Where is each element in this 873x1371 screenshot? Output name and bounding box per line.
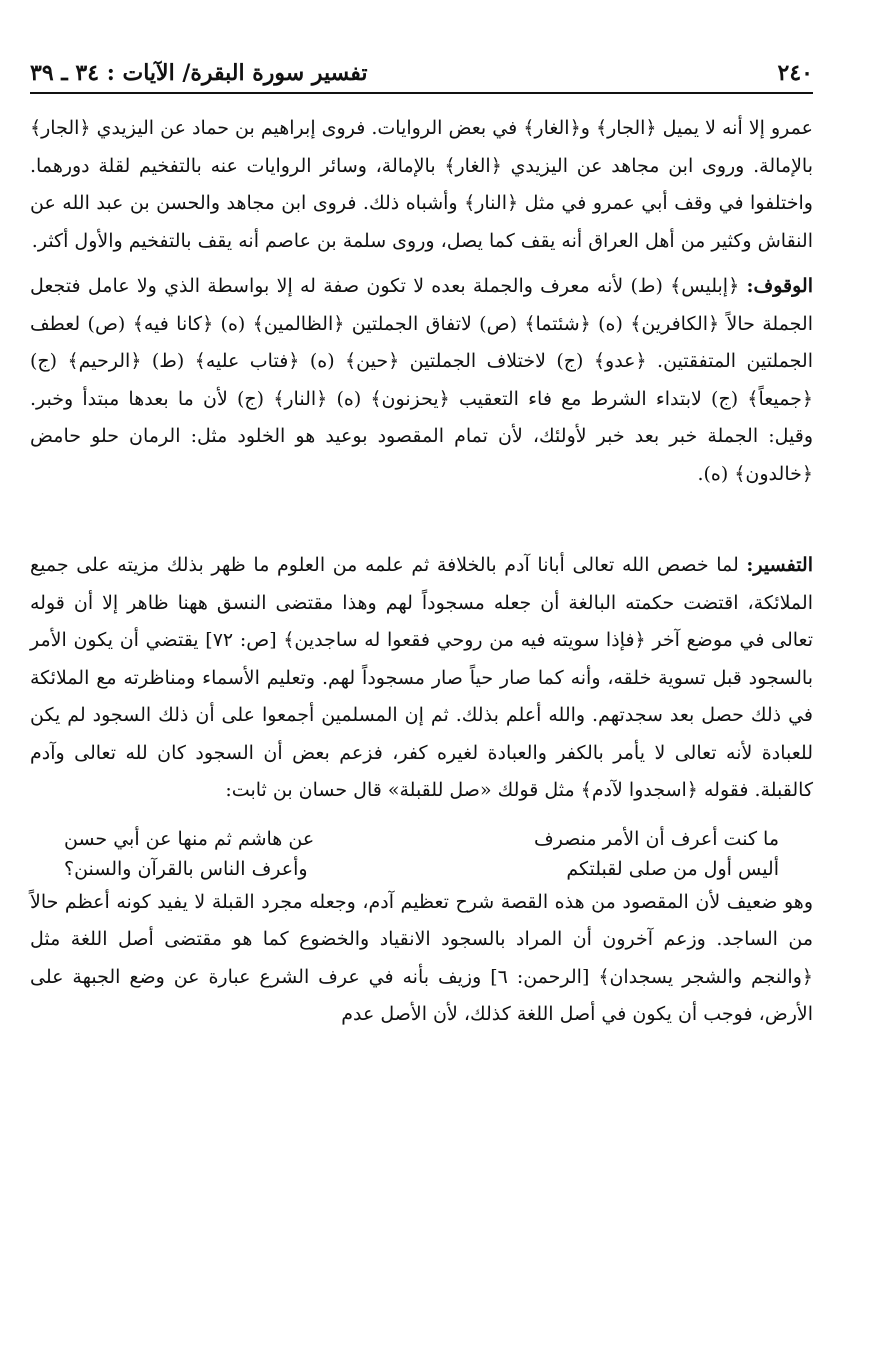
qiraat-paragraph: [30, 110, 813, 260]
header-rule: [30, 92, 813, 94]
page-number: ٢٤٠: [777, 60, 813, 86]
poem-verse-2: [64, 854, 779, 884]
verse-1-first-hemistich: ما كنت أعرف أن الأمر منصرف: [534, 827, 779, 850]
page-body: [30, 110, 813, 1034]
poem-verse-1: [64, 824, 779, 854]
verse-2-first-hemistich: أليس أول من صلى لقبلتكم: [566, 857, 779, 880]
tafsir-heading: التفسير:: [746, 554, 813, 576]
book-page: [30, 0, 813, 1371]
page-header: [30, 56, 813, 90]
running-title: تفسير سورة البقرة/ الآيات : ٣٤ ـ ٣٩: [30, 60, 368, 86]
after-poem-paragraph: [30, 884, 813, 1034]
poem-block: [64, 824, 779, 884]
verse-2-second-hemistich: وأعرف الناس بالقرآن والسنن؟: [64, 857, 308, 880]
verse-1-second-hemistich: عن هاشم ثم منها عن أبي حسن: [64, 827, 315, 850]
wuquf-heading: الوقوف:: [746, 275, 813, 297]
wuquf-paragraph: [30, 268, 813, 493]
tafsir-text: لما خصص الله تعالى أبانا آدم بالخلافة ثم علمه من العلوم ما ظهر بذلك مزيته على جميع الملائكة، اقتضت حكمته البالغة أن جعله مسجوداً لهم وهذا مقتضى النسق ههنا ظاهر إلا أن قوله تعالى في موضع آخر ﴿فإذا سويته فيه من روحي فقعوا له ساجدين﴾ [ص: ٧٢] يقتضي أن يكون الأمر بالسجود قبل تسوية خلقه، وأنه كما صار حياً صار مسجوداً لهم. وتعليم الأسماء ومناظرته مع الملائكة في ذلك حصل بعد سجدتهم. والله أعلم بذلك. ثم إن المسلمين أجمعوا على أن ذلك السجود لم يكن للعبادة لأنه تعالى لا يأمر بالكفر والعبادة لغيره كفر، فزعم بعض أن السجود كان لله تعالى وآدم كالقبلة. فقوله ﴿اسجدوا لآدم﴾ مثل قولك «صل للقبلة» قال حسان بن ثابت:: [30, 554, 813, 801]
qiraat-text: عمرو إلا أنه لا يميل ﴿الجار﴾ و﴿الغار﴾ في بعض الروايات. فروى إبراهيم بن حماد عن اليزيدي ﴿الجار﴾ بالإمالة. وروى ابن مجاهد عن اليزيدي ﴿الغار﴾ بالإمالة، وسائر الروايات عنه بالتفخيم لقلة دورهما. واختلفوا في وقف أبي عمرو في مثل ﴿النار﴾ وأشباه ذلك. فروى ابن مجاهد والحسن بن عبد الله عن النقاش وكثير من أهل العراق أنه يقف كما يصل، وروى سلمة بن عاصم أنه يقف بالتفخيم والأول أكثر.: [30, 117, 813, 252]
after-poem-text: وهو ضعيف لأن المقصود من هذه القصة شرح تعظيم آدم، وجعله مجرد القبلة لا يفيد كونه أعظم حالاً من الساجد. وزعم آخرون أن المراد بالسجود الانقياد والخضوع كما هو مقتضى أصل اللغة مثل ﴿والنجم والشجر يسجدان﴾ [الرحمن: ٦] وزيف بأنه في عرف الشرع عبارة عن وضع الجبهة على الأرض، فوجب أن يكون في أصل اللغة كذلك، لأن الأصل عدم: [30, 890, 813, 1025]
wuquf-text: ﴿إبليس﴾ (ط) لأنه معرف والجملة بعده لا تكون صفة له إلا بواسطة الذي ولا عامل فتجعل الجملة حالاً ﴿الكافرين﴾ (ه) ﴿شئتما﴾ (ص) لاتفاق الجملتين ﴿الظالمين﴾ (ه) ﴿كانا فيه﴾ (ص) لعطف الجملتين المتفقتين. ﴿عدو﴾ (ج) لاختلاف الجملتين ﴿حين﴾ (ه) ﴿فتاب عليه﴾ (ط) ﴿الرحيم﴾ (ج) ﴿جميعاً﴾ (ج) لابتداء الشرط مع فاء التعقيب ﴿يحزنون﴾ (ه) ﴿النار﴾ (ج) لأن ما بعدها مبتدأ وخبر. وقيل: الجملة خبر بعد خبر لأولئك، لأن تمام المقصود بوعيد هو الخلود مثل: الرمان حلو حامض ﴿خالدون﴾ (ه).: [30, 275, 813, 485]
tafsir-paragraph: [30, 547, 813, 810]
